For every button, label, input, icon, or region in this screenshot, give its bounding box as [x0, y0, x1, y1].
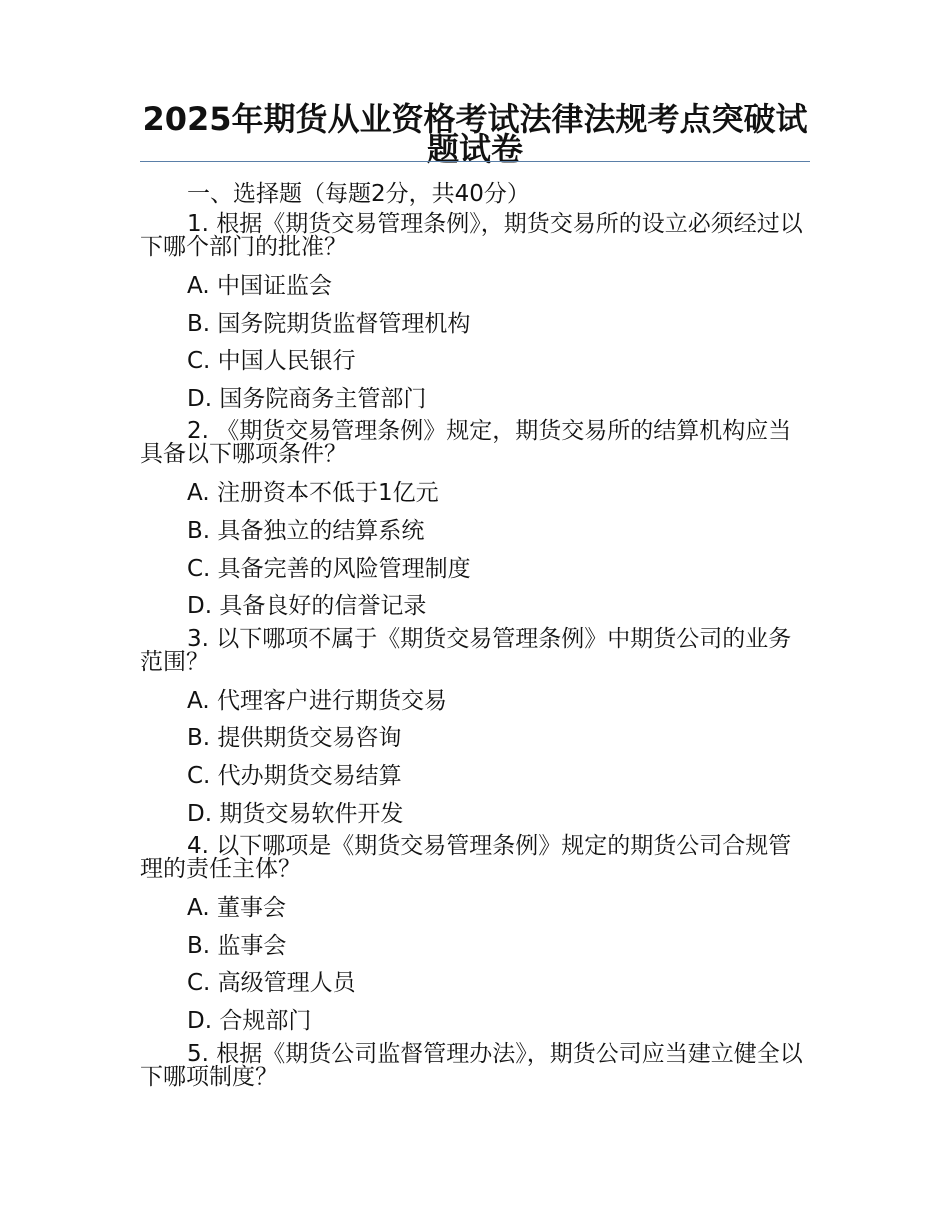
option-a: A. 中国证监会	[187, 273, 332, 299]
question-4	[140, 835, 810, 1037]
section-heading: 一、选择题（每题2分，共40分）	[187, 181, 530, 207]
option-d: D. 具备良好的信誉记录	[187, 593, 427, 620]
question-2	[140, 420, 810, 622]
option-b: B. 具备独立的结算系统	[187, 517, 425, 544]
question-5	[140, 1040, 810, 1090]
option-c: C. 中国人民银行	[187, 348, 356, 375]
question-text: 1. 根据《期货交易管理条例》，期货交易所的设立必须经过以下哪个部门的批准？	[140, 211, 803, 260]
option-d: D. 期货交易软件开发	[187, 800, 404, 827]
option-c: C. 具备完善的风险管理制度	[187, 555, 471, 582]
option-b: B. 监事会	[187, 932, 287, 959]
question-text: 2. 《期货交易管理条例》规定，期货交易所的结算机构应当具备以下哪项条件？	[140, 418, 792, 468]
option-d: D. 合规部门	[187, 1007, 312, 1034]
option-b: B. 国务院期货监督管理机构	[187, 310, 471, 337]
question-text: 3. 以下哪项不属于《期货交易管理条例》中期货公司的业务范围？	[140, 625, 792, 675]
option-c: C. 高级管理人员	[187, 970, 356, 997]
document-title: 2025年期货从业资格考试法律法规考点突破试题试卷	[142, 100, 808, 168]
option-a: A. 董事会	[187, 895, 286, 922]
question-3	[140, 625, 810, 830]
document-body	[140, 178, 810, 1100]
option-b: B. 提供期货交易咨询	[187, 725, 402, 752]
question-text: 4. 以下哪项是《期货交易管理条例》规定的期货公司合规管理的责任主体？	[140, 833, 792, 883]
option-a: A. 代理客户进行期货交易	[187, 687, 447, 714]
title-underline	[140, 161, 810, 162]
option-a: A. 注册资本不低于1亿元	[187, 480, 439, 507]
question-text: 5. 根据《期货公司监督管理办法》，期货公司应当建立健全以下哪项制度？	[140, 1040, 803, 1090]
question-1	[140, 213, 810, 415]
option-c: C. 代办期货交易结算	[187, 762, 402, 789]
option-d: D. 国务院商务主管部门	[187, 385, 427, 412]
